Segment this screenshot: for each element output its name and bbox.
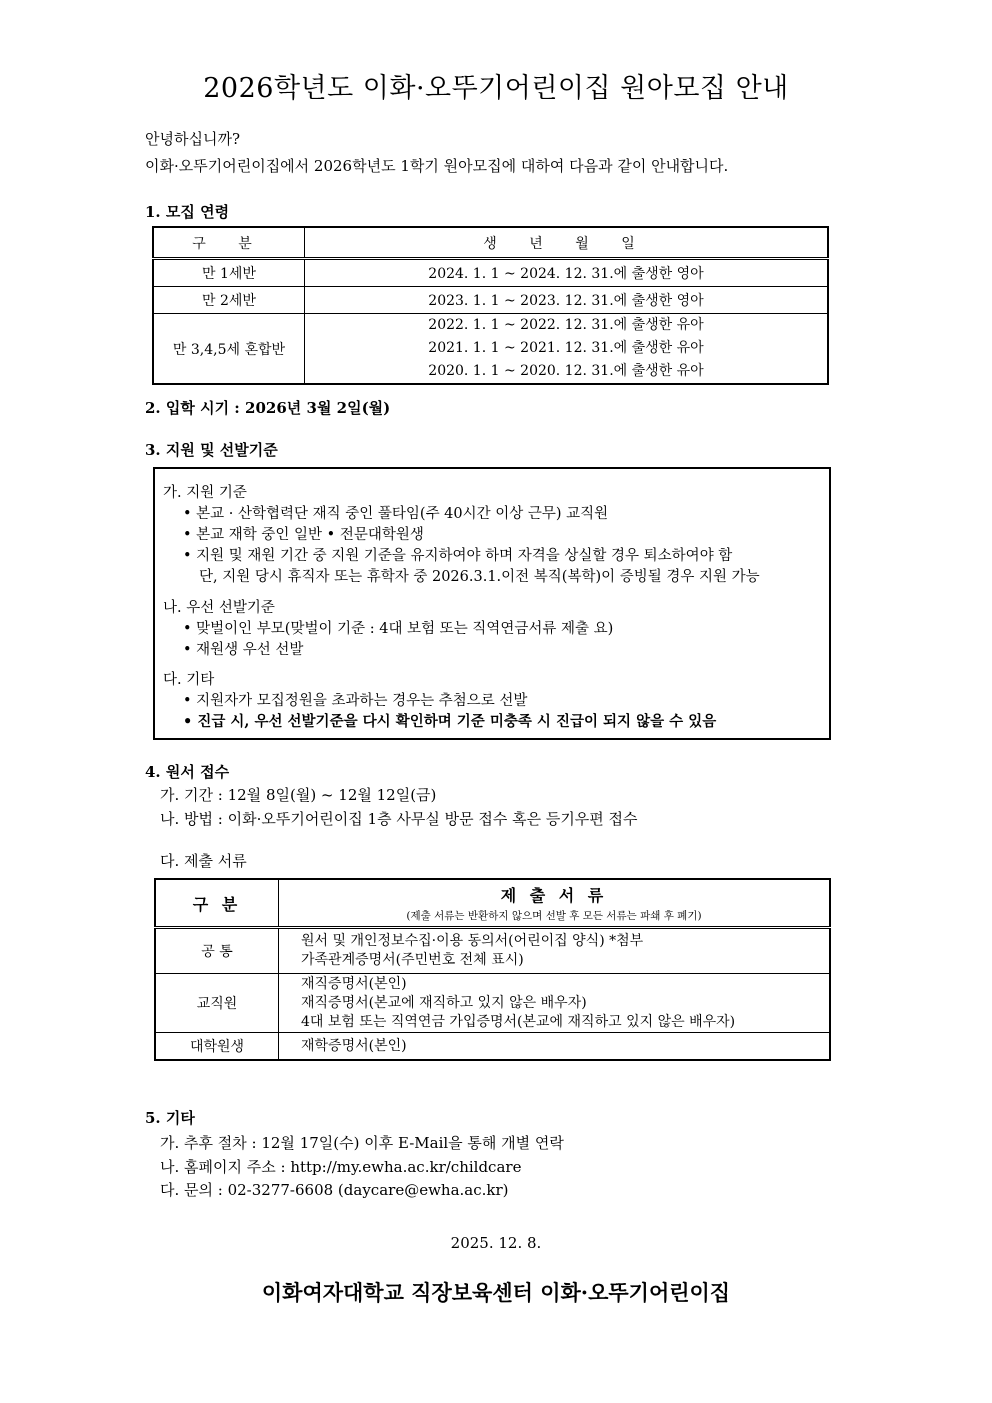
document-date: 2025. 12. 8.: [450, 1234, 542, 1252]
documents-table-docs-cell: [279, 1033, 831, 1061]
documents-table-class-cell: 공 통: [155, 928, 279, 974]
document-line: 4대 보험 또는 직역연금 가입증명서(본교에 재직하고 있지 않은 배우자): [301, 1013, 736, 1030]
age-table-class-cell: 만 1세반: [153, 259, 305, 287]
followup-procedure: 가. 추후 절차 : 12월 17일(수) 이후 E-Mail을 통해 개별 연락: [160, 1134, 564, 1152]
documents-table-class-cell: 교직원: [155, 974, 279, 1033]
criteria-b-item: • 맞벌이인 부모(맞벌이 기준 : 4대 보험 또는 직역연금서류 제출 요): [183, 621, 614, 637]
documents-table-docs-cell: [279, 974, 831, 1033]
section-2-heading: 2. 입학 시기 : 2026년 3월 2일(월): [145, 399, 391, 417]
age-table-birth-cell: [305, 314, 829, 385]
documents-title: 다. 제출 서류: [160, 852, 247, 870]
document-line: 원서 및 개인정보수집·이용 동의서(어린이집 양식) *첨부: [301, 933, 644, 949]
application-method: 나. 방법 : 이화·오뚜기어린이집 1층 사무실 방문 접수 혹은 등기우편 접수: [160, 810, 638, 828]
section-3-heading: 3. 지원 및 선발기준: [145, 441, 278, 459]
birth-line: 2020. 1. 1 ~ 2020. 12. 31.에 출생한 유아: [428, 363, 704, 379]
criteria-a-item: • 본교 · 산학협력단 재직 중인 풀타임(주 40시간 이상 근무) 교직원: [183, 506, 609, 522]
section-4-heading: 4. 원서 접수: [145, 763, 230, 781]
issuer-signature: 이화여자대학교 직장보육센터 이화·오뚜기어린이집: [261, 1280, 731, 1305]
criteria-a-item: • 지원 및 재원 기간 중 지원 기준을 유지하여야 하며 자격을 상실할 경우 퇴소하여야 함: [183, 548, 733, 564]
criteria-a-title: 가. 지원 기준: [163, 485, 247, 501]
age-table-class-cell: 만 3,4,5세 혼합반: [153, 314, 305, 385]
age-table: [152, 226, 829, 385]
criteria-c-title: 다. 기타: [163, 672, 215, 688]
criteria-b-title: 나. 우선 선발기준: [163, 600, 275, 616]
age-table-birth-cell: 2024. 1. 1 ~ 2024. 12. 31.에 출생한 영아: [305, 259, 829, 287]
documents-table: [154, 878, 831, 1061]
intro-text: 이화·오뚜기어린이집에서 2026학년도 1학기 원아모집에 대하여 다음과 같이 안내합니다.: [145, 157, 729, 175]
section-5-heading: 5. 기타: [145, 1109, 195, 1127]
greeting: 안녕하십니까?: [145, 130, 240, 148]
homepage-address: 나. 홈페이지 주소 : http://my.ewha.ac.kr/childcare: [160, 1158, 522, 1176]
documents-table-header-docs: 제 출 서 류 (제출 서류는 반환하지 않으며 선발 후 모든 서류는 파쇄 후 폐기): [279, 879, 831, 928]
age-table-birth-cell: 2023. 1. 1 ~ 2023. 12. 31.에 출생한 영아: [305, 287, 829, 314]
age-table-class-cell: 만 2세반: [153, 287, 305, 314]
section-1-heading: 1. 모집 연령: [145, 203, 230, 221]
contact-info: 다. 문의 : 02-3277-6608 (daycare@ewha.ac.kr): [160, 1181, 509, 1199]
criteria-c-item: • 지원자가 모집정원을 초과하는 경우는 추첨으로 선발: [183, 693, 528, 709]
document-line: 재직증명서(본교에 재직하고 있지 않은 배우자): [301, 994, 587, 1011]
document-line: 가족관계증명서(주민번호 전체 표시): [301, 952, 524, 968]
birth-line: 2022. 1. 1 ~ 2022. 12. 31.에 출생한 유아: [428, 317, 704, 333]
documents-table-docs-cell: [279, 928, 831, 974]
age-table-header-class: 구 분: [153, 227, 305, 259]
birth-line: 2021. 1. 1 ~ 2021. 12. 31.에 출생한 유아: [428, 340, 704, 356]
document-title: 2026학년도 이화·오뚜기어린이집 원아모집 안내: [203, 73, 789, 104]
criteria-a-item: • 본교 재학 중인 일반 • 전문대학원생: [183, 527, 424, 543]
application-period: 가. 기간 : 12월 8일(월) ~ 12월 12일(금): [160, 786, 437, 804]
document-line: 재직증명서(본인): [301, 975, 407, 992]
criteria-b-item: • 재원생 우선 선발: [183, 642, 304, 658]
age-table-header-birth: 생 년 월 일: [305, 227, 829, 259]
criteria-c-item-bold: • 진급 시, 우선 선발기준을 다시 확인하며 기준 미충족 시 진급이 되지 않을 수 있음: [183, 713, 717, 730]
criteria-a-item: 단, 지원 당시 휴직자 또는 휴학자 중 2026.3.1.이전 복직(복학)이 증빙될 경우 지원 가능: [199, 569, 760, 585]
criteria-box: [153, 467, 831, 740]
documents-table-header-class: 구 분: [155, 879, 279, 928]
document-line: 재학증명서(본인): [301, 1037, 407, 1054]
documents-table-class-cell: 대학원생: [155, 1033, 279, 1061]
